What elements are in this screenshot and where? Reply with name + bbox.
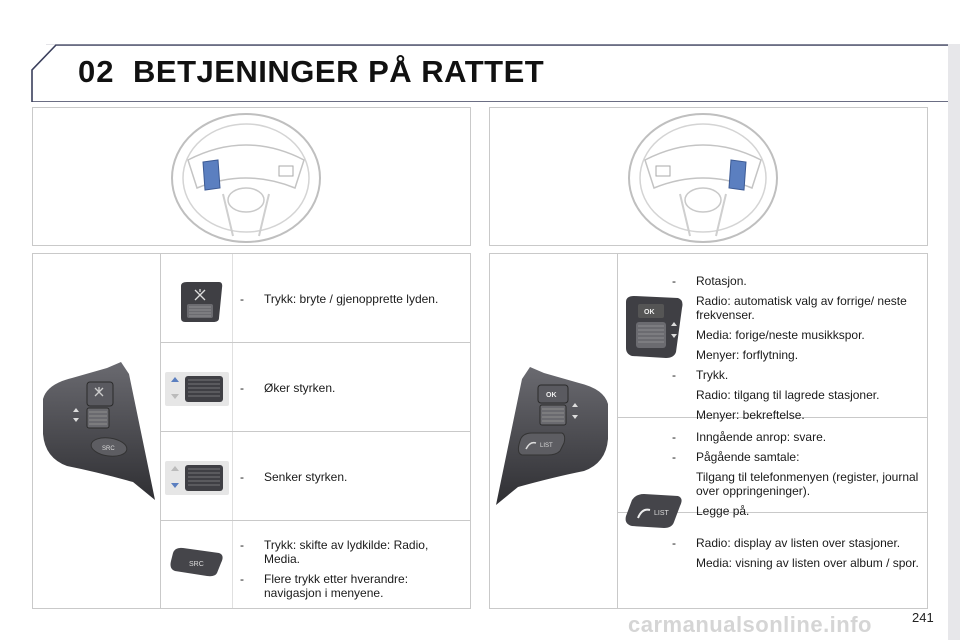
- mute-button-icon: [179, 282, 223, 322]
- chapter-number: 02: [78, 54, 115, 89]
- right-control-pad-illustration: [492, 359, 614, 509]
- page-edge-tab: [948, 44, 960, 640]
- phone-description: - Inngående anrop: svare. - Pågående samtale: Tilgang til telefonmenyen (register, journal over oppringeninger). Legge på.: [672, 430, 919, 518]
- src-description: - Trykk: skifte av lydkilde: Radio, Media. - Flere trykk etter hverandre: navigasjon i menyene.: [240, 538, 429, 600]
- src-label: SRC: [189, 561, 204, 568]
- watermark: carmanualsonline.info: [628, 612, 872, 637]
- volume-down-button-icon: [165, 461, 229, 495]
- volume-down-description: - Senker styrken.: [240, 470, 348, 484]
- steering-wheel-right-panel: [489, 107, 928, 246]
- src-label-small: SRC: [102, 446, 115, 452]
- ok-label: OK: [644, 309, 655, 316]
- right-controls-table: [489, 253, 928, 609]
- list-label: LIST: [654, 510, 669, 517]
- steering-wheel-left-controls-illustration: [33, 108, 472, 247]
- volume-up-button-icon: [165, 372, 229, 406]
- list-label-small: LIST: [540, 443, 553, 449]
- mute-description: - Trykk: bryte / gjenopprette lyden.: [240, 292, 439, 306]
- left-control-pad-illustration: [37, 354, 159, 504]
- page-number: 241: [912, 610, 934, 625]
- left-controls-table: [32, 253, 471, 609]
- ok-wheel-description: - Rotasjon. Radio: automatisk valg av forrige/ neste frekvenser. Media: forige/neste musikkspor. Menyer: forflytning. - Trykk. Radio: tilgang til lagrede stasjoner. Menyer: bekreftelse.: [672, 274, 907, 422]
- page-title: BETJENINGER PÅ RATTET: [133, 54, 545, 89]
- steering-wheel-right-controls-illustration: [490, 108, 929, 247]
- steering-wheel-left-panel: [32, 107, 471, 246]
- ok-label-small: OK: [546, 392, 557, 399]
- list-description: - Radio: display av listen over stasjoner. Media: visning av listen over album / spor.: [672, 536, 919, 570]
- volume-up-description: - Øker styrken.: [240, 381, 336, 395]
- src-button-icon: [169, 547, 225, 577]
